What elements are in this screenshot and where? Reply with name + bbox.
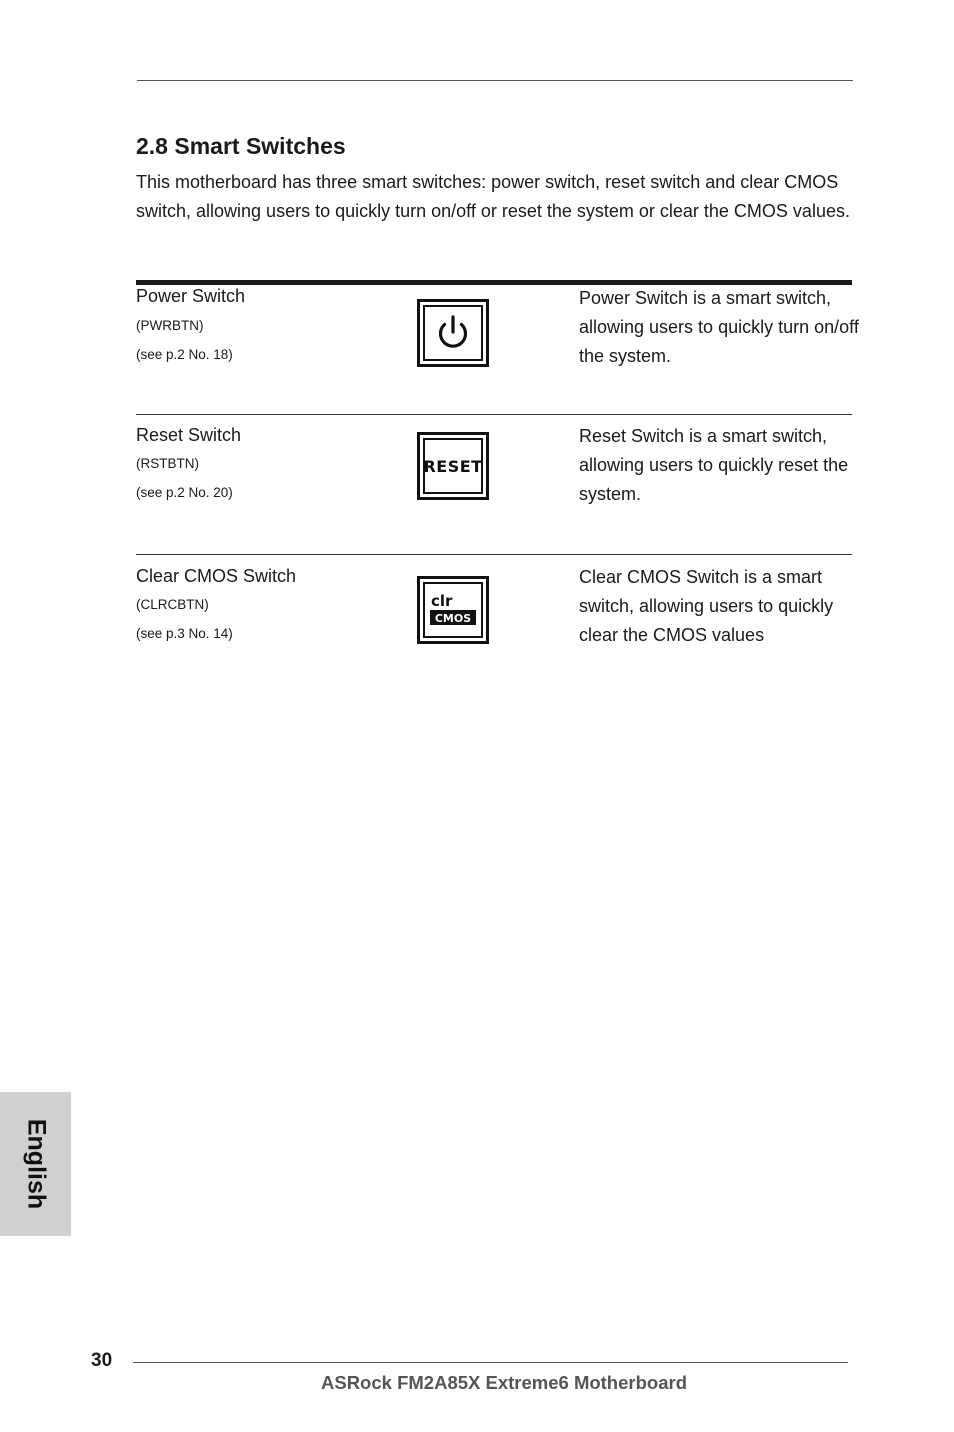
clear-cmos-switch-code: (CLRCBTN): [136, 597, 209, 612]
reset-switch-name: Reset Switch: [136, 425, 242, 445]
footer-rule: [133, 1362, 848, 1363]
clear-cmos-icon: [417, 576, 489, 644]
clear-cmos-switch-ref: (see p.3 No. 14): [136, 626, 233, 641]
reset-switch-description: Reset Switch is a smart switch, allowing users to quickly reset the system.: [579, 426, 849, 504]
clear-cmos-switch-name: Clear CMOS Switch: [136, 566, 297, 586]
row-divider: [136, 554, 852, 555]
power-switch-name: Power Switch: [136, 286, 246, 306]
power-icon: [417, 299, 489, 367]
language-tab-label: English: [22, 1118, 50, 1210]
power-switch-description: Power Switch is a smart switch, allowing users to quickly turn on/off the system.: [579, 288, 859, 366]
clear-cmos-switch-description: Clear CMOS Switch is a smart switch, allowing users to quickly clear the CMOS values: [579, 567, 834, 645]
section-intro: This motherboard has three smart switches: power switch, reset switch and clear CMOS switch, allowing users to quickly turn on/off or reset the system or clear the CMOS values.: [136, 172, 850, 221]
footer-product-name: ASRock FM2A85X Extreme6 Motherboard: [321, 1372, 687, 1393]
clear-cmos-icon-bottom-label: CMOS: [434, 612, 472, 625]
reset-icon: [417, 432, 489, 500]
reset-switch-ref: (see p.2 No. 20): [136, 485, 233, 500]
row-divider: [136, 414, 852, 415]
power-switch-code: (PWRBTN): [136, 318, 204, 333]
reset-switch-code: (RSTBTN): [136, 456, 199, 471]
clear-cmos-icon-top-label: clr: [431, 592, 453, 610]
section-title: 2.8 Smart Switches: [136, 133, 346, 159]
language-tab: [0, 1092, 71, 1236]
reset-icon-label: RESET: [423, 457, 483, 476]
page-number: 30: [91, 1350, 113, 1371]
power-switch-ref: (see p.2 No. 18): [136, 347, 233, 362]
header-rule: [137, 80, 853, 81]
